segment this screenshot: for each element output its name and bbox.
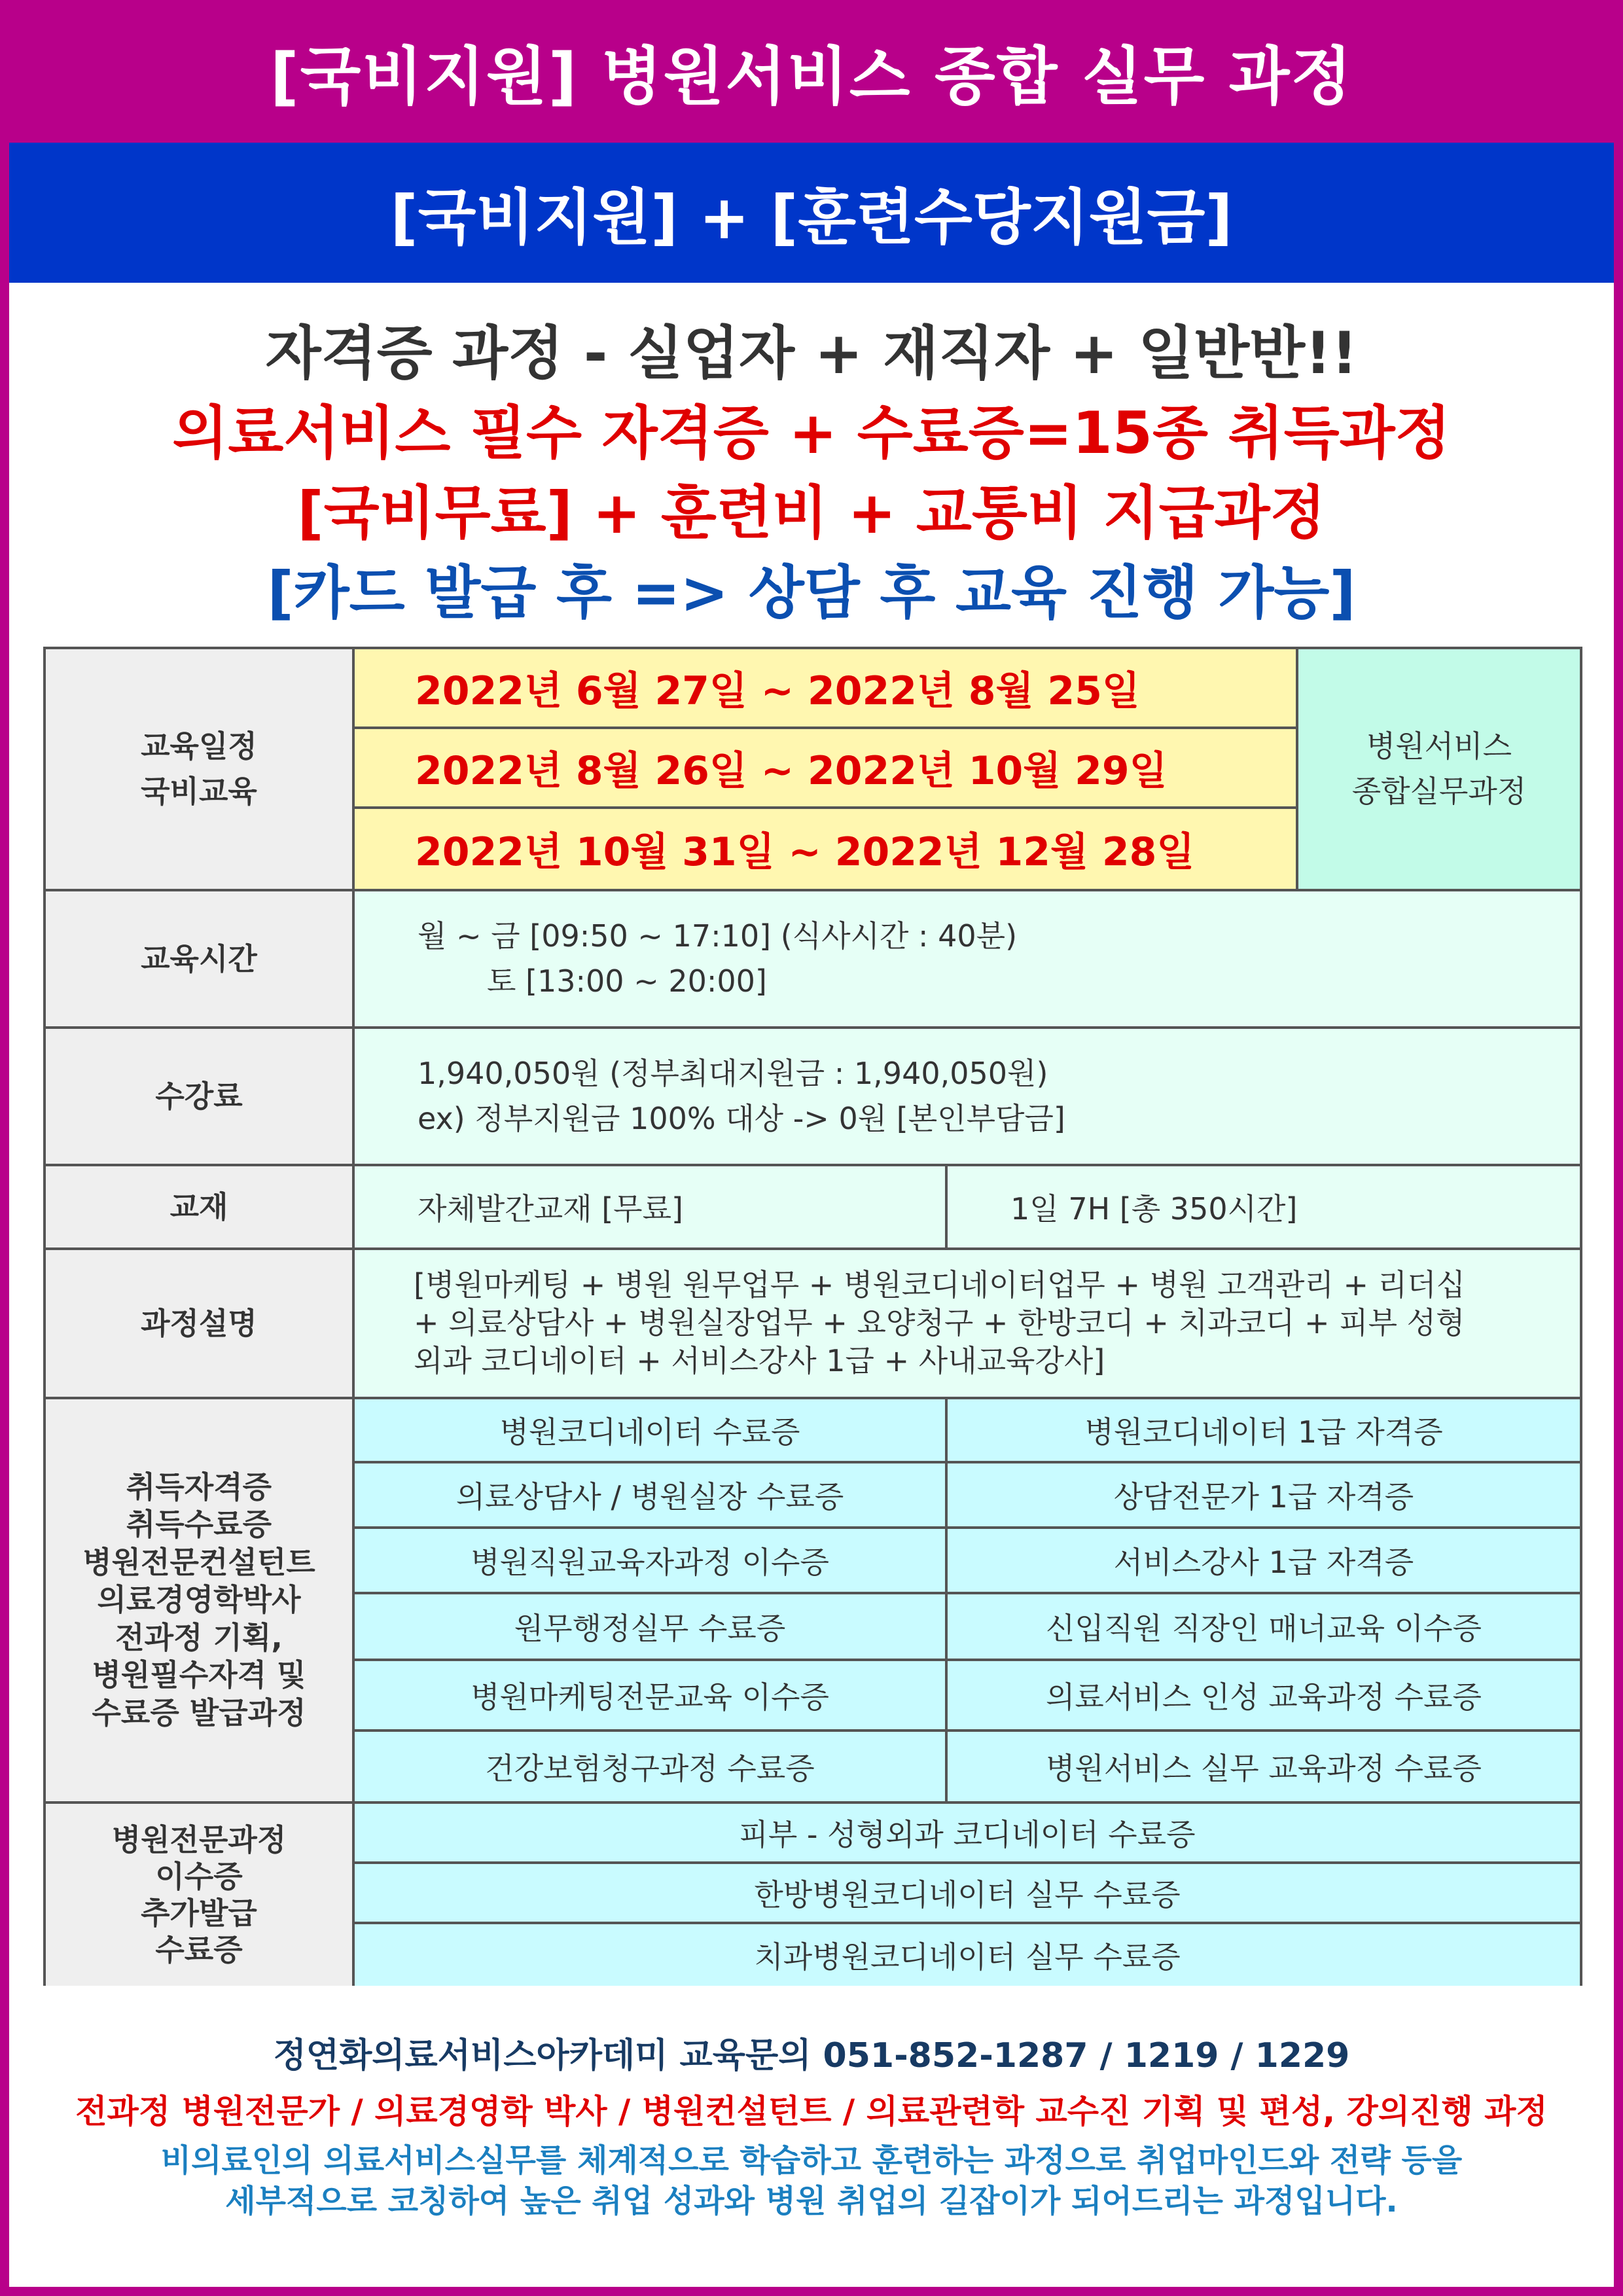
- certificate-item: 신입직원 직장인 매너교육 이수증: [948, 1594, 1582, 1661]
- faculty-line: 전과정 병원전문가 / 의료경영학 박사 / 병원컨설턴트 / 의료관련학 교수진 기획 및 편성, 강의진행 과정: [75, 2092, 1548, 2130]
- fee-value: [355, 1029, 1582, 1166]
- hours-weekday: 월 ~ 금 [09:50 ~ 17:10] (식사시간 : 40분): [418, 918, 1018, 954]
- description-line: 외과 코디네이터 + 서비스강사 1급 + 사내교육강사]: [414, 1342, 1105, 1378]
- course-name-line: 병원서비스: [1366, 728, 1512, 764]
- certificates-label-line: 의료경영학박사: [97, 1582, 301, 1618]
- certificate-item: 의료상담사 / 병원실장 수료증: [355, 1463, 948, 1529]
- certificates-label-line: 취득수료증: [126, 1507, 272, 1543]
- description-value: [355, 1250, 1582, 1399]
- subtitle-text: [국비지원] + [훈련수당지원금]: [390, 183, 1233, 253]
- certificate-item: 의료서비스 인성 교육과정 수료증: [948, 1661, 1582, 1732]
- schedule-label-line: 교육일정: [141, 728, 257, 764]
- hours-value: [355, 891, 1582, 1029]
- hours-label: 교육시간: [46, 891, 355, 1029]
- course-summary: [9, 2140, 1614, 2222]
- certificates-label-line: 병원필수자격 및: [92, 1657, 306, 1693]
- extra-certificate-item: 한방병원코디네이터 실무 수료증: [355, 1864, 1582, 1924]
- schedule-date-3: 2022년 10월 31일 ~ 2022년 12월 28일: [355, 809, 1298, 891]
- hours-saturday: 토 [13:00 ~ 20:00]: [487, 963, 767, 999]
- course-summary-line: 세부적으로 코칭하여 높은 취업 성과와 병원 취업의 길잡이가 되어드리는 과정입니다.: [225, 2183, 1398, 2220]
- certificates-label-line: 취득자격증: [126, 1469, 272, 1505]
- extra-label-line: 수료증: [155, 1932, 243, 1968]
- course-info-table: [43, 647, 1582, 1986]
- description-line: [병원마케팅 + 병원 원무업무 + 병원코디네이터업무 + 병원 고객관리 + 리더십: [414, 1267, 1465, 1303]
- certificate-item: 병원마케팅전문교육 이수증: [355, 1661, 948, 1732]
- schedule-label-line: 국비교육: [141, 774, 257, 809]
- headline-3: [국비무료] + 훈련비 + 교통비 지급과정: [297, 479, 1326, 547]
- headline-4: [카드 발급 후 => 상담 후 교육 진행 가능]: [267, 559, 1356, 626]
- page-title-text: [국비지원] 병원서비스 종합 실무 과정: [270, 39, 1353, 113]
- certificate-item: 병원서비스 실무 교육과정 수료증: [948, 1732, 1582, 1804]
- course-name-line: 종합실무과정: [1351, 774, 1527, 809]
- page-title: [0, 0, 1623, 143]
- certificates-label-line: 병원전문컨설턴트: [82, 1544, 315, 1580]
- extra-label-line: 추가발급: [141, 1895, 257, 1931]
- textbook-value: 자체발간교재 [무료]: [355, 1166, 948, 1250]
- total-hours-value: 1일 7H [총 350시간]: [948, 1166, 1582, 1250]
- certificates-label-line: 전과정 기획,: [115, 1619, 283, 1655]
- certificate-item: 서비스강사 1급 자격증: [948, 1529, 1582, 1594]
- course-summary-line: 비의료인의 의료서비스실무를 체계적으로 학습하고 훈련하는 과정으로 취업마인드와 전략 등을: [160, 2142, 1463, 2179]
- schedule-date-1: 2022년 6월 27일 ~ 2022년 8월 25일: [355, 649, 1298, 729]
- extra-certificates-label: [46, 1804, 355, 1986]
- extra-certificate-item: 피부 - 성형외과 코디네이터 수료증: [355, 1804, 1582, 1864]
- textbook-label: 교재: [46, 1166, 355, 1250]
- certificate-item: 원무행정실무 수료증: [355, 1594, 948, 1661]
- schedule-date-2: 2022년 8월 26일 ~ 2022년 10월 29일: [355, 729, 1298, 809]
- course-name: [1298, 649, 1582, 891]
- subtitle-banner: [9, 143, 1614, 283]
- fee-label: 수강료: [46, 1029, 355, 1166]
- extra-label-line: 병원전문과정: [111, 1821, 287, 1857]
- certificates-label-line: 수료증 발급과정: [92, 1695, 306, 1731]
- certificate-item: 병원코디네이터 1급 자격증: [948, 1399, 1582, 1463]
- extra-label-line: 이수증: [155, 1858, 243, 1894]
- headline-2: 의료서비스 필수 자격증 + 수료증=15종 취득과정: [172, 399, 1451, 467]
- schedule-label: [46, 649, 355, 891]
- fee-amount: 1,940,050원 (정부최대지원금 : 1,940,050원): [418, 1056, 1048, 1091]
- description-label: 과정설명: [46, 1250, 355, 1399]
- certificate-item: 병원코디네이터 수료증: [355, 1399, 948, 1463]
- certificate-item: 상담전문가 1급 자격증: [948, 1463, 1582, 1529]
- contact-line: 정연화의료서비스아카데미 교육문의 051-852-1287 / 1219 / 1229: [273, 2036, 1350, 2075]
- headline-1: 자격증 과정 - 실업자 + 재직자 + 일반반!!: [265, 319, 1358, 387]
- certificate-item: 건강보험청구과정 수료증: [355, 1732, 948, 1804]
- extra-certificate-item: 치과병원코디네이터 실무 수료증: [355, 1924, 1582, 1986]
- fee-example: ex) 정부지원금 100% 대상 -> 0원 [본인부담금]: [418, 1101, 1065, 1136]
- certificates-label: [46, 1399, 355, 1804]
- description-line: + 의료상담사 + 병원실장업무 + 요양청구 + 한방코디 + 치과코디 + 피부 성형: [414, 1305, 1465, 1341]
- certificate-item: 병원직원교육자과정 이수증: [355, 1529, 948, 1594]
